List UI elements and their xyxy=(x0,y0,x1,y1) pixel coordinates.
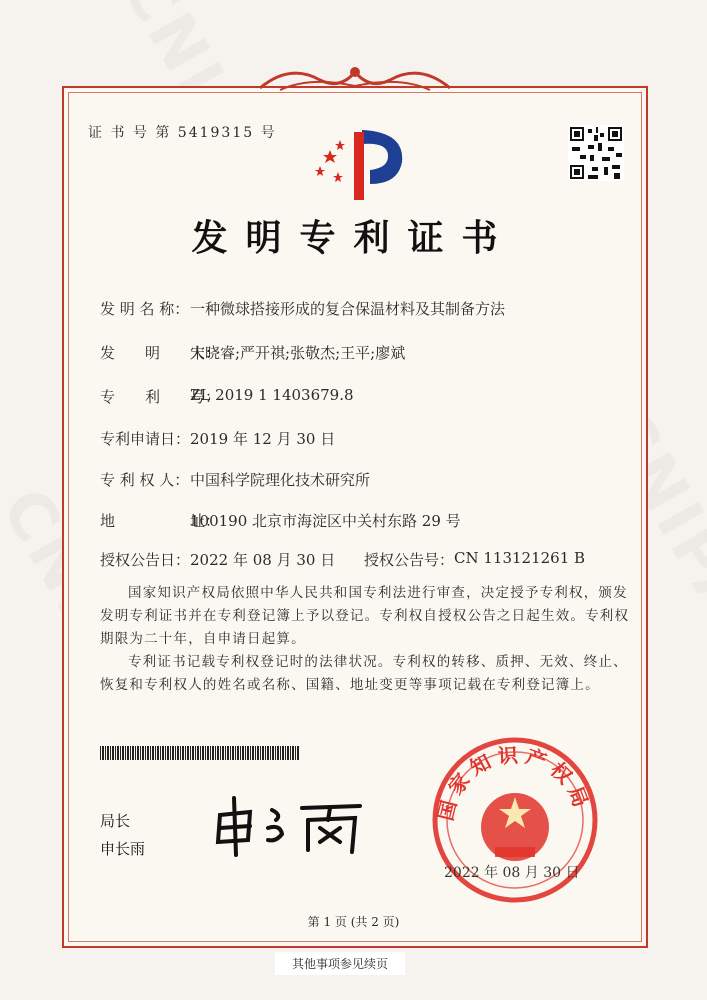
statement-paragraph: 国家知识产权局依照中华人民共和国专利法进行审查，决定授予专利权，颁发发明专利证书并在专利登记簿上予以登记。专利权自授权公告之日起生效。专利权期限为二十年，自申请日起算。 xyxy=(100,585,630,647)
field-value: 宋晓睿;严开祺;张敬杰;王平;廖斌 xyxy=(190,344,406,362)
director-title: 局长 xyxy=(100,812,131,830)
field-label: 专 利 权 人： xyxy=(100,471,190,489)
ornament-decoration xyxy=(250,58,460,98)
page-number: 第 1 页 (共 2 页) xyxy=(307,915,400,929)
field-label: 发 明 人： xyxy=(100,344,221,362)
field-value: 2019 年 12 月 30 日 xyxy=(190,430,336,448)
field-value: 一种微球搭接形成的复合保温材料及其制备方法 xyxy=(190,300,506,318)
svg-text:国家知识产权局: 国家知识产权局 xyxy=(433,742,596,824)
statement-paragraph: 专利证书记载专利权登记时的法律状况。专利权的转移、质押、无效、终止、恢复和专利权人的姓名或名称、国籍、地址变更等事项记载在专利登记簿上。 xyxy=(100,654,628,693)
field-label: 专利申请日： xyxy=(100,430,191,448)
field-patentee xyxy=(100,469,370,490)
field-application-date xyxy=(100,428,335,449)
field-label: 专 利 号： xyxy=(100,388,221,406)
page-title: 发明专利证书 xyxy=(191,217,516,259)
field-value: CN 113121261 B xyxy=(454,549,586,567)
field-address xyxy=(100,510,461,531)
field-value: 2022 年 08 月 30 日 xyxy=(190,551,336,569)
qr-code[interactable] xyxy=(568,125,624,181)
cnipa-logo-icon xyxy=(310,122,410,202)
field-label: 授权公告号： xyxy=(364,551,455,569)
seal-date: 2022 年 08 月 30 日 xyxy=(444,865,580,881)
field-value: 100190 北京市海淀区中关村东路 29 号 xyxy=(190,512,461,530)
field-invention-name xyxy=(100,298,505,319)
field-grant-date xyxy=(100,549,335,570)
field-label: 发 明 名 称： xyxy=(100,300,190,318)
field-label: 授权公告日： xyxy=(100,551,191,569)
field-value: ZL 2019 1 1403679.8 xyxy=(190,386,354,404)
continuation-note: 其他事项参见续页 xyxy=(275,952,405,975)
field-patent-number xyxy=(100,386,354,407)
field-value: 中国科学院理化技术研究所 xyxy=(190,471,371,489)
certificate-number: 证 书 号 第 5419315 号 xyxy=(88,125,277,141)
field-inventors xyxy=(100,342,405,363)
field-announcement-number xyxy=(364,549,585,570)
field-label: 地 址： xyxy=(100,512,221,530)
barcode xyxy=(100,746,300,760)
director-name: 申长雨 xyxy=(100,840,146,858)
signature xyxy=(210,790,370,860)
